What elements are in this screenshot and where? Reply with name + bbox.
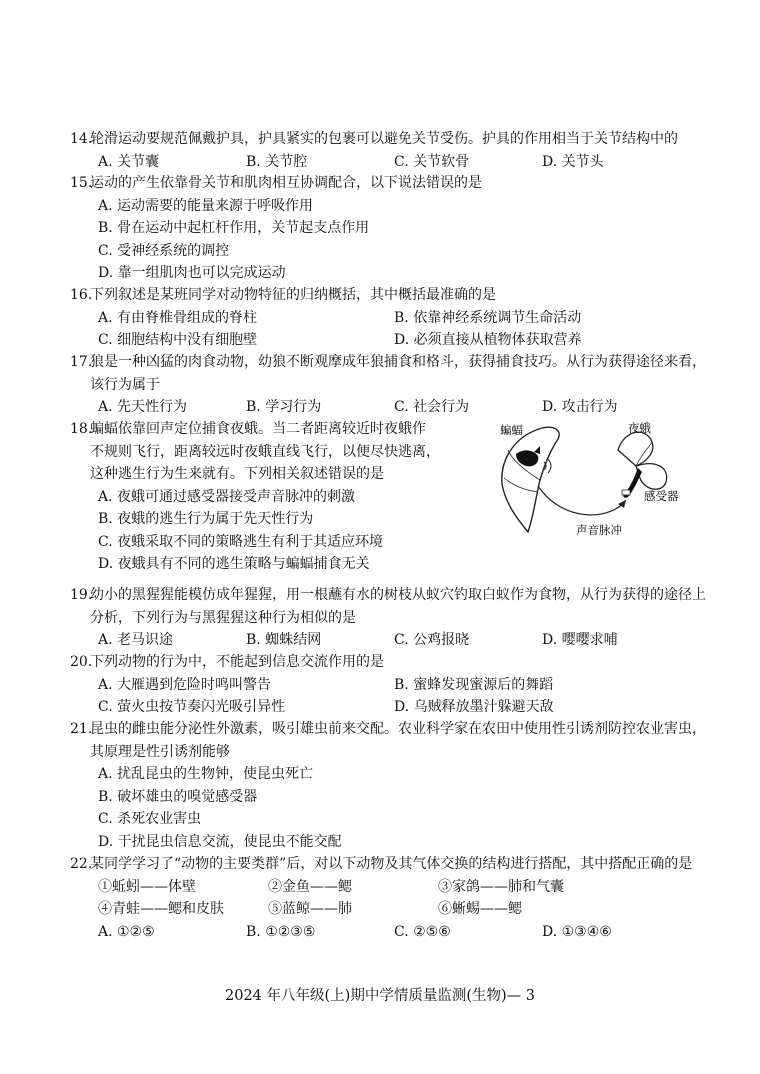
option-a[interactable]: A. 扰乱昆虫的生物钟，使昆虫死亡 xyxy=(98,766,314,782)
option-c[interactable]: C. 受神经系统的调控 xyxy=(98,242,230,259)
bat-moth-illustration xyxy=(494,420,699,542)
question-stem-line-2: 不规则飞行，距离较远时夜蛾直线飞行，以便尽快逃离， xyxy=(90,443,440,460)
item-5: ⑤蓝鲸——肺 xyxy=(268,901,352,917)
question-stem-line-3: 这种逃生行为生来就有。下列相关叙述错误的是 xyxy=(90,466,384,482)
options-row xyxy=(70,151,710,174)
option-c[interactable]: C. 萤火虫按节奏闪光吸引异性 xyxy=(98,699,286,715)
option-c[interactable]: C. 关节软骨 xyxy=(394,153,470,170)
option-d[interactable]: D. ①③④⑥ xyxy=(542,923,612,940)
question-number: 20. xyxy=(70,654,93,670)
options-row xyxy=(70,696,710,719)
option-d[interactable]: D. 关节头 xyxy=(542,153,604,170)
option-d[interactable]: D. 靠一组肌肉也可以完成运动 xyxy=(98,265,286,281)
option-d[interactable]: D. 必须直接从植物体获取营养 xyxy=(394,332,582,348)
option-d[interactable]: D. 乌贼释放墨汁躲避天敌 xyxy=(394,699,554,715)
question-number: 15. xyxy=(70,175,93,191)
option-d[interactable]: D. 夜蛾具有不同的逃生策略与蝙蝠捕食无关 xyxy=(98,556,370,572)
question-stem: 狼是一种凶猛的肉食动物，幼狼不断观摩成年狼捕食和格斗，获得捕食技巧。从行为获得途径来看，该行为属于 xyxy=(90,354,706,393)
question-number: 22. xyxy=(70,856,93,872)
option-b[interactable]: B. 夜蛾的逃生行为属于先天性行为 xyxy=(98,511,314,527)
item-4: ④青蛙——鳃和皮肤 xyxy=(98,901,224,917)
option-b[interactable]: B. 破坏雄虫的嗅觉感受器 xyxy=(98,788,258,805)
option-d[interactable]: D. 干扰昆虫信息交流，使昆虫不能交配 xyxy=(98,833,342,850)
options-row xyxy=(70,674,710,697)
question-number: 17. xyxy=(70,354,93,370)
item-3: ③家鸽——肺和气囊 xyxy=(438,878,564,895)
question-stem: 下列动物的行为中，不能起到信息交流作用的是 xyxy=(90,654,384,670)
item-1: ①蚯蚓——体壁 xyxy=(98,878,196,895)
moth-wing-drawing xyxy=(618,432,653,466)
sound-pulse-label: 声音脉冲 xyxy=(576,523,622,537)
question-stem: 某同学学习了“动物的主要类群”后，对以下动物及其气体交换的结构进行搭配，其中搭配正确的是 xyxy=(90,856,693,872)
question-stem: 昆虫的雌虫能分泌性外激素，吸引雄虫前来交配。农业科学家在农田中使用性引诱剂防控农业害虫，其原理是性引诱剂能够 xyxy=(90,721,706,760)
question-stem: 运动的产生依靠骨关节和肌肉相互协调配合，以下说法错误的是 xyxy=(90,175,482,191)
receptor-label: 感受器 xyxy=(644,489,679,503)
option-b[interactable]: B. 骨在运动中起杠杆作用，关节起支点作用 xyxy=(98,220,370,236)
option-d[interactable]: D. 嘤嘤求哺 xyxy=(542,632,618,648)
option-a[interactable]: A. 运动需要的能量来源于呼吸作用 xyxy=(98,197,314,214)
question-number: 14. xyxy=(70,131,93,147)
item-6: ⑥蜥蜴——鳃 xyxy=(438,901,522,917)
question-stem: 轮滑运动要规范佩戴护具，护具紧实的包裹可以避免关节受伤。护具的作用相当于关节结构中的 xyxy=(90,131,678,147)
option-c[interactable]: C. 夜蛾采取不同的策略逃生有利于其适应环境 xyxy=(98,533,384,550)
option-a[interactable]: A. 关节囊 xyxy=(98,153,160,170)
question-number: 19. xyxy=(70,587,93,603)
option-c[interactable]: C. 细胞结构中没有细胞壁 xyxy=(98,332,258,348)
question-22 xyxy=(70,853,710,943)
option-a[interactable]: A. 老马识途 xyxy=(98,632,174,648)
bat-body-drawing xyxy=(516,450,538,466)
option-c[interactable]: C. 杀死农业害虫 xyxy=(98,811,202,827)
options-row xyxy=(70,396,710,419)
question-number: 16. xyxy=(70,287,93,303)
question-number: 21. xyxy=(70,721,93,737)
options-row xyxy=(70,307,710,330)
option-b[interactable]: B. 学习行为 xyxy=(246,399,322,415)
options-row xyxy=(70,629,710,652)
option-b[interactable]: B. 关节腔 xyxy=(246,153,308,170)
options-row xyxy=(70,329,710,352)
page-footer: 2024 年八年级(上)期中学情质量监测(生物)— 3 xyxy=(225,988,535,1004)
item-2: ②金鱼——鳃 xyxy=(268,878,352,895)
question-21 xyxy=(70,718,710,853)
moth-label: 夜蛾 xyxy=(628,421,651,435)
question-number: 18. xyxy=(70,421,93,437)
option-a[interactable]: A. 夜蛾可通过感受器接受声音脉冲的刺激 xyxy=(98,488,356,505)
option-c[interactable]: C. ②⑤⑥ xyxy=(394,923,451,940)
option-b[interactable]: B. ①②③⑤ xyxy=(246,923,316,940)
option-c[interactable]: C. 社会行为 xyxy=(394,399,470,415)
question-stem: 下列叙述是某班同学对动物特征的归纳概括，其中概括最准确的是 xyxy=(90,287,496,303)
question-19 xyxy=(70,584,710,652)
option-a[interactable]: A. 有由脊椎骨组成的脊柱 xyxy=(98,309,258,326)
option-c[interactable]: C. 公鸡报晓 xyxy=(394,632,470,648)
option-a[interactable]: A. 大雁遇到危险时鸣叫警告 xyxy=(98,676,272,693)
sound-pulse-arrow xyxy=(538,486,626,515)
question-16 xyxy=(70,284,710,352)
option-b[interactable]: B. 依靠神经系统调节生命活动 xyxy=(394,309,582,326)
items-row xyxy=(70,898,710,921)
question-stem-line-1: 蝙蝠依靠回声定位捕食夜蛾。当二者距离较近时夜蛾作 xyxy=(90,421,426,437)
items-row xyxy=(70,876,710,899)
bat-moth-figure xyxy=(494,420,699,542)
question-15 xyxy=(70,172,710,285)
option-b[interactable]: B. 蜜蜂发现蜜源后的舞蹈 xyxy=(394,676,554,693)
question-18 xyxy=(70,418,490,576)
options-row xyxy=(70,921,710,944)
option-d[interactable]: D. 攻击行为 xyxy=(542,399,618,415)
option-a[interactable]: A. 先天性行为 xyxy=(98,399,188,415)
option-a[interactable]: A. ①②⑤ xyxy=(98,923,155,940)
bat-label: 蝙蝠 xyxy=(500,423,523,437)
question-stem: 幼小的黑猩猩能模仿成年猩猩，用一根蘸有水的树枝从蚁穴钓取白蚁作为食物，从行为获得的途径上分析，下列行为与黑猩猩这种行为相似的是 xyxy=(90,587,706,626)
bat-wing-drawing xyxy=(502,427,559,532)
question-20 xyxy=(70,651,710,719)
option-b[interactable]: B. 蜘蛛结网 xyxy=(246,632,322,648)
question-14 xyxy=(70,128,710,173)
question-17 xyxy=(70,351,710,419)
